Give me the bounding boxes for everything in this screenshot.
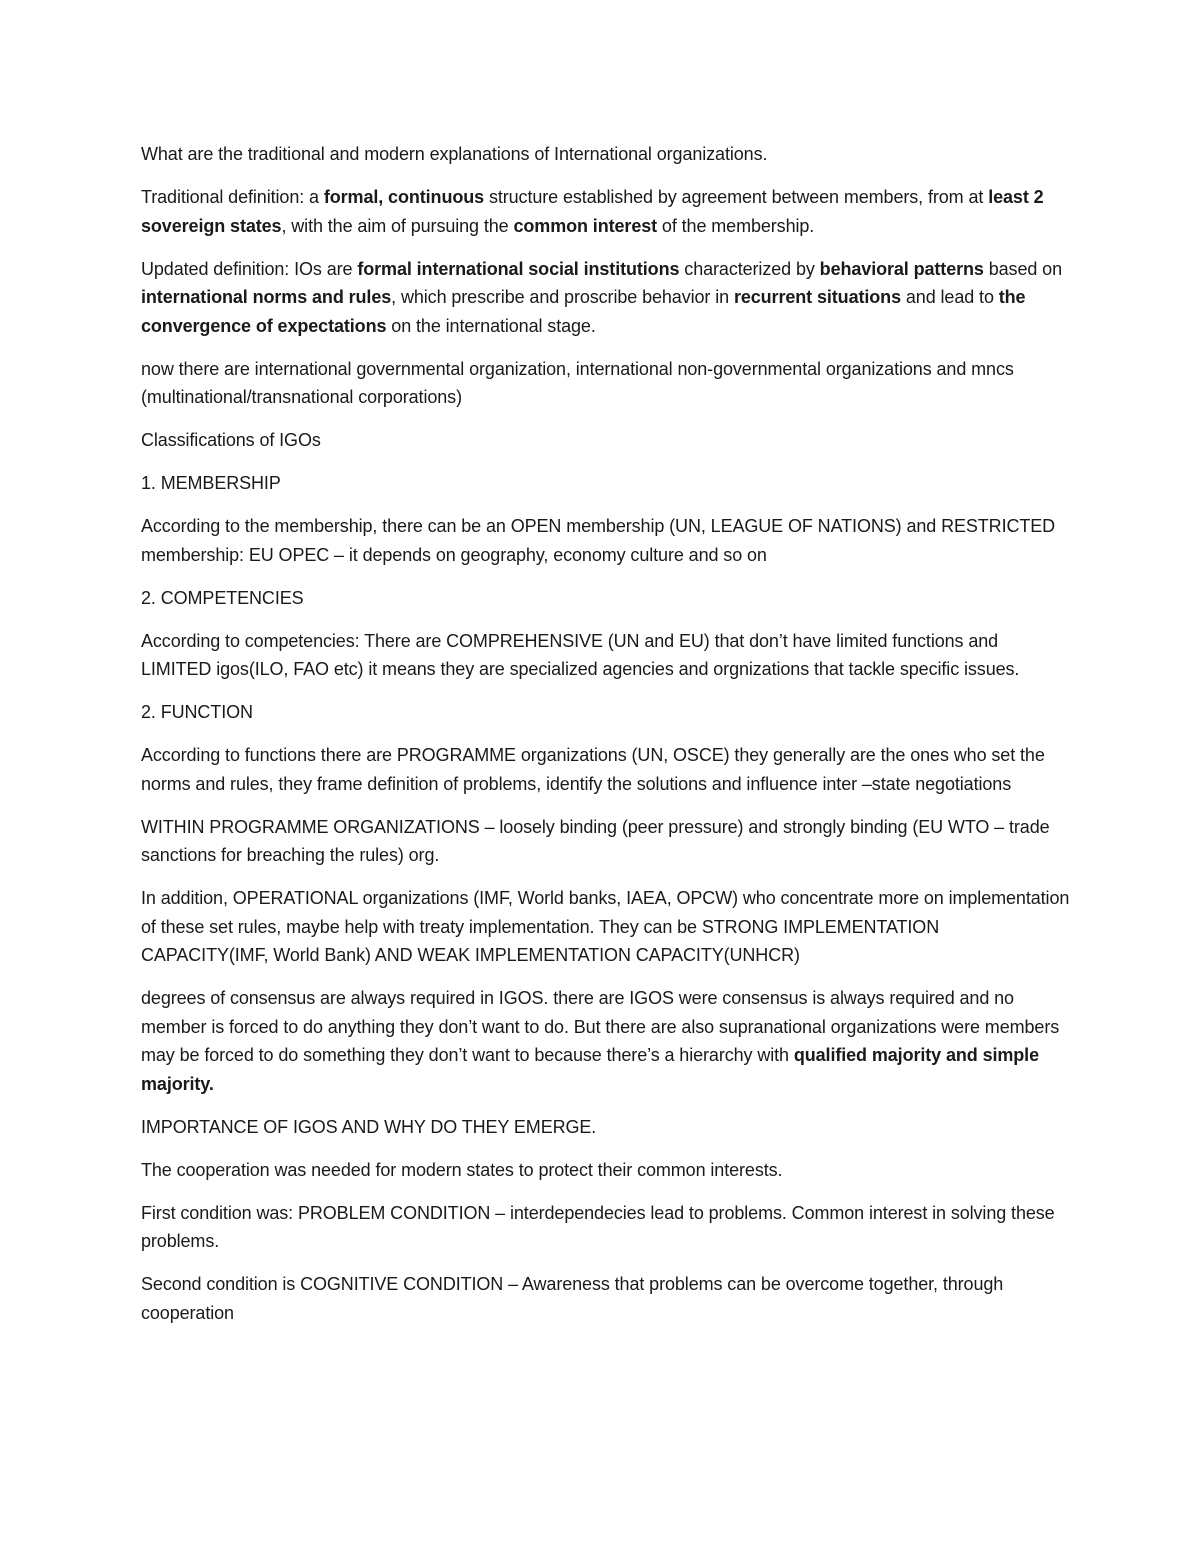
paragraph xyxy=(141,355,1071,412)
text-run: on the international stage. xyxy=(386,315,596,336)
paragraph xyxy=(141,627,1071,684)
paragraph xyxy=(141,584,1071,613)
text-run: Updated definition: IOs are xyxy=(141,258,358,279)
text-run: IMPORTANCE OF IGOS AND WHY DO THEY EMERGE. xyxy=(141,1116,597,1137)
document-page xyxy=(141,140,1071,1342)
text-run: , which prescribe and proscribe behavior in xyxy=(391,287,734,307)
paragraph xyxy=(141,140,1071,169)
paragraph xyxy=(141,255,1071,341)
text-run: Traditional definition: a xyxy=(141,187,324,207)
bold-text-run: common interest xyxy=(513,215,658,236)
text-run: According to the membership, there can be an OPEN membership (UN, LEAGUE OF NATIONS) and RESTRICTED membership: EU OPEC – it depends on geography, economy culture and so on xyxy=(141,516,1056,565)
text-run: WITHIN PROGRAMME ORGANIZATIONS – loosely binding (peer pressure) and strongly binding (EU WTO – trade sanctions for breaching the rules) org. xyxy=(141,816,1050,865)
paragraph xyxy=(141,426,1071,455)
paragraph xyxy=(141,512,1071,569)
text-run: 2. FUNCTION xyxy=(141,702,253,722)
text-run: In addition, OPERATIONAL organizations (IMF, World banks, IAEA, OPCW) who concentrate more on implementation of these set rules, maybe help with treaty implementation. They can be STRONG IMPLEMENTATION CAPACITY(IMF, World Bank) AND WEAK IMPLEMENTATION CAPACITY(UNHCR) xyxy=(141,888,1070,965)
paragraph xyxy=(141,469,1071,498)
bold-text-run: qualified majority and simple majority. xyxy=(141,1045,1039,1094)
paragraph xyxy=(141,741,1071,798)
text-run: First condition was: PROBLEM CONDITION – interdependecies lead to problems. Common interest in solving these problems. xyxy=(141,1202,1055,1251)
text-run: characterized by xyxy=(679,258,820,279)
paragraph xyxy=(141,1270,1071,1327)
bold-text-run: recurrent situations xyxy=(733,287,901,307)
text-run: Second condition is COGNITIVE CONDITION – Awareness that problems can be overcome together, through cooperation xyxy=(141,1274,1004,1323)
text-run: The cooperation was needed for modern states to protect their common interests. xyxy=(141,1159,783,1180)
paragraph xyxy=(141,813,1071,870)
text-run: 2. COMPETENCIES xyxy=(141,587,304,608)
bold-text-run: formal, continuous xyxy=(323,187,485,207)
text-run: Classifications of IGOs xyxy=(141,430,321,450)
text-run: based on xyxy=(983,258,1062,279)
text-run: now there are international governmental organization, international non-governmental organizations and mncs (multinational/transnational corporations) xyxy=(141,358,1014,407)
bold-text-run: behavioral patterns xyxy=(819,258,984,279)
text-run: , with the aim of pursuing the xyxy=(281,215,514,236)
paragraph xyxy=(141,1156,1071,1185)
bold-text-run: international norms and rules xyxy=(141,287,392,307)
bold-text-run: formal international social institutions xyxy=(357,258,680,279)
paragraph xyxy=(141,884,1071,970)
text-run: of the membership. xyxy=(657,215,815,236)
text-run: 1. MEMBERSHIP xyxy=(141,473,281,493)
paragraph xyxy=(141,698,1071,727)
text-run: According to competencies: There are COMPREHENSIVE (UN and EU) that don’t have limited functions and LIMITED igos(ILO, FAO etc) it means they are specialized agencies and orgnizations that tackle specific issues. xyxy=(141,630,1020,679)
paragraph xyxy=(141,1199,1071,1256)
text-run: What are the traditional and modern explanations of International organizations. xyxy=(141,144,768,164)
text-run: structure established by agreement between members, from at xyxy=(484,187,989,207)
text-run: and lead to xyxy=(900,287,999,307)
bold-text-run: the convergence of expectations xyxy=(141,287,1026,336)
text-run: degrees of consensus are always required in IGOS. there are IGOS were consensus is always required and no member is forced to do anything they don’t want to do. But there are also supranational organizations were members may be forced to do something they don’t want to because there’s a hierarchy with xyxy=(141,988,1060,1065)
paragraph xyxy=(141,1113,1071,1142)
paragraph xyxy=(141,183,1071,240)
paragraph xyxy=(141,984,1071,1098)
text-run: According to functions there are PROGRAMME organizations (UN, OSCE) they generally are the ones who set the norms and rules, they frame definition of problems, identify the solutions and influence inter –state negotiations xyxy=(141,745,1045,794)
bold-text-run: least 2 sovereign states xyxy=(141,187,1044,236)
